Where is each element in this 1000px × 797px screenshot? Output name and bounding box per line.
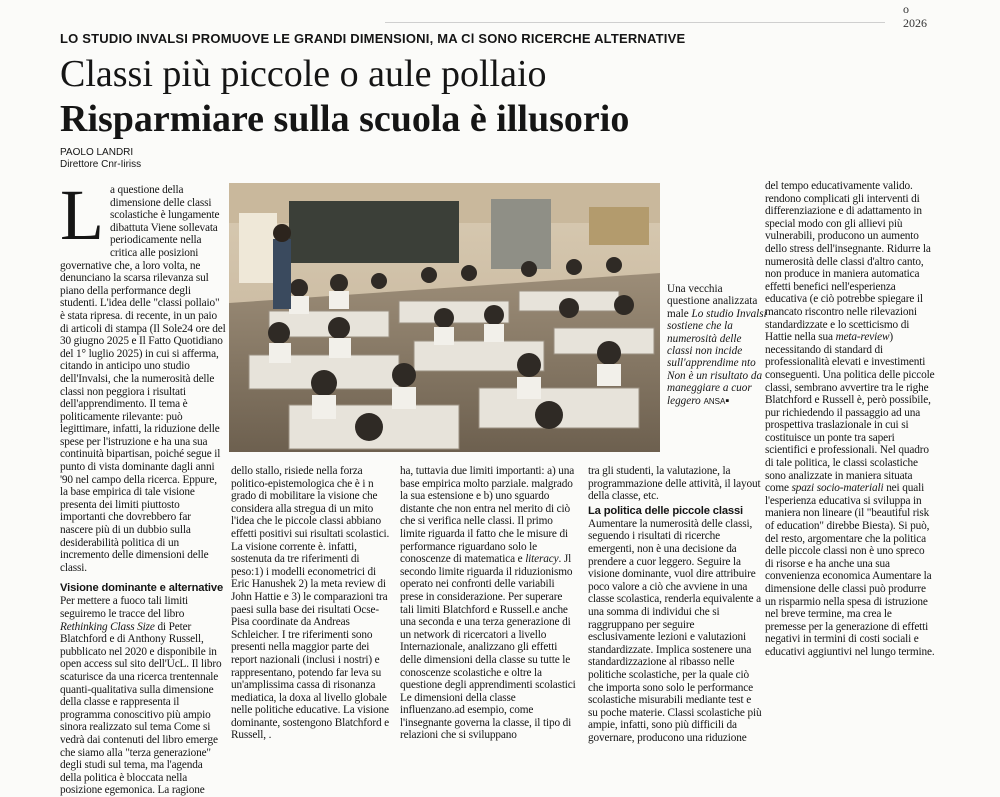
headline-line-2: Risparmiare sulla scuola è illusorio (60, 98, 630, 140)
byline (60, 147, 310, 171)
subheading: Visione dominante e alternative (60, 582, 224, 595)
top-rule (385, 22, 885, 23)
paragraph (400, 465, 576, 742)
drop-cap: L (60, 175, 104, 255)
text: nei quali l'esperienza educativa si sviluppa in maniera non lineare (il "beautiful risk of education" direbbe Biesta). Si può, del resto, argomentare che la politica delle piccole classi non è uno spreco di risorse e ha anche una sua convenienza economica Aumentare la dimensione delle classi può produrre un risparmio nella spesa di istruzione nel breve termine, ma crea le premesse per la generazione di effetti negativi in termini di costi sociali e educativi aggiuntivi nel lungo termine. (765, 482, 935, 658)
article-column-2 (231, 465, 391, 742)
paragraph: Aumentare la numerosità delle classi, seguendo i risultati di ricerche emergenti, non è una decisione da prendere a cuor leggero. Seguire la visione dominante, vuol dire attribuire poco valore a ciò che avviene in una classe scolastica, renderla equivalente a una somma di individui che si raggruppano per seguire esclusivamente lezioni e valutazioni standardizzate. Implica sostenere una standardizzazione al ribasso nelle politiche scolastiche, per la quale ciò che importa sono solo le performance scolastiche misurabili mediante test e su poche materie. Classi scolastiche più ampie, infatti, sono più difficili da governare, producono una riduzione (588, 517, 762, 744)
book-title: Rethinking Class Size (60, 620, 155, 633)
paragraph (765, 180, 935, 659)
text: del tempo educativamente valido. rendono complicati gli interventi di differenziazione e di adattamento in special modo con gli allievi più vulnerabili, producono un aumento dello stress dell'insegnante. Ridurre la numerosità delle classi d'altro canto, non produce in maniera automatica effetti benefici nell'esperienza educativa (e ciò potrebbe spiegare il mancato riscontro nelle rilevazioni standardizzate e lo scetticismo di Hattie nella sua (765, 180, 931, 344)
italic-term: meta-review (835, 331, 890, 344)
text: di Peter Blatchford e di Anthony Russell, pubblicato nel 2020 e disponibile in open access sul sito dell'UcL. Il libro scaturisce da una ricerca trentennale quanti-qualitativa sulla dimensione della classe e rappresenta il programma conoscitivo più ampio sinora realizzato sul tema Come si vedrà dai contenuti del libro emerge che siamo alla "terza generazione" degli studi sul tema, ma l'agenda della politica è bloccata nella posizione egemonica. La ragione (60, 620, 222, 797)
article-column-5 (765, 180, 935, 659)
author-role: Direttore Cnr-Iiriss (60, 159, 142, 170)
paragraph: tra gli studenti, la valutazione, la programmazione delle attività, il layout della classe, etc. (588, 465, 761, 503)
credit-bullet: ▪ (725, 394, 730, 407)
article-column-3 (400, 465, 576, 742)
italic-term: spazi socio-materiali (791, 482, 884, 495)
photo-caption (667, 283, 767, 408)
text: Per mettere a fuoco tali limiti seguiremo le tracce del libro (60, 595, 189, 620)
italic-term: literacy (525, 553, 559, 566)
kicker: LO STUDIO INVALSI PROMUOVE LE GRANDI DIMENSIONI, MA Cl SONO RICERCHE ALTERNATIVE (60, 31, 686, 46)
subheading: La politica delle piccole classi (588, 504, 743, 517)
text: . Jl secondo limite riguarda il riduzionismo operato nei confronti delle variabili prese in considerazione. Per superare tali limiti Blatchford e Russell.e anche una seconda e una terza generazione di un network di ricercatori a livello Internazionale, analizzano gli effetti delle dimensioni della classe su tutte le conoscenze scolastiche e oltre la questione degli apprendimenti scolastici Le dimensioni della classe influenzano.ad esempio, come l'insegnante governa la classe, il tipo di relazioni che si sviluppano (400, 553, 576, 742)
text: ) necessitando di standard di professionalità elevati e investimenti conseguenti. Una politica delle piccole classi, sembrano avvertire tra le righe Blatchford e Russell è, però possibile, pur richiedendo il passaggio ad una prospettiva traslazionale in cui si costituisce un ponte tra saperi scientifici e professionali. Nel quadro di tale politica, le classi scolastiche sono analizzate in maniera situata come (765, 331, 935, 495)
text: a questione della dimensione delle classi scolastiche è lungamente dibattuta Viene sollevata periodicamente nella critica alle posizioni governative che, a loro volta, ne denunciano la scarsa rilevanza sul piano della performance degli studenti. L'idea delle "classi pollaio" è stata ripresa. di recente, in un paio di articoli di stampa (Il Sole24 ore del 30 giugno 2025 e Il Fatto Quotidiano del 1° luglio 2025) in cui si afferma, citando in anticipo uno studio dell'Invalsi, che la numerosità delle classi non peggiora i risultati dell'apprendimento. Il tema è politicamente rilevante: può legittimare, infatti, la riduzione delle spese per l'istruzione e ha una sua continuità bipartisan, poiché segue il punto di vista dominante dagli anni '90 nel campo della ricerca. Eppure, la base empirica di tale visione presenta dei limiti piuttosto importanti che dovrebbero far nascere più di un dubbio sulla desiderabilità politica di un incremento delle dimensioni delle classi. (60, 184, 226, 574)
page-date: o 2026 (903, 2, 927, 30)
article-column-1 (60, 175, 226, 797)
paragraph (60, 175, 226, 574)
caption-text: Lo studio Invalsi sostiene che la numerosità delle classi non incide sull'apprendime nto Non è un risultato da maneggiare a cuor leggero (667, 307, 767, 407)
article-column-4 (588, 465, 763, 744)
author-name: PAOLO LANDRI (60, 147, 134, 158)
text: ha, tuttavia due limiti importanti: a) una base empirica molto parziale. malgrado la sua estensione e b) uno sguardo distante che non entra nel merito di ciò che si verifica nelle classi. Il primo limite riguarda il fatto che le misure di performance riguardano solo le conoscenze di matematica e (400, 465, 575, 566)
classroom-image (229, 183, 660, 452)
classroom-photo (229, 183, 660, 452)
paragraph: dello stallo, risiede nella forza politico-epistemologica che è i n grado di mobilitare la visione che considera alla stregua di un mito l'idea che le piccole classi abbiano effetti positivi sui risultati scolastici. La visione corrente è. infatti, sostenuta da tre riferimenti di peso:1) i modelli econometrici di Eric Hanushek 2) la meta review di John Hattie e 3) le comparazioni tra paesi sulla base dei risultati Ocse-Pisa coordinate da Andreas Schleicher. I tre riferimenti sono presenti nella maggior parte dei report nazionali (inclusi i nostri) e rappresentano, potendo far leva su un'amplissima cassa di risonanza mediatica, la doxa al livello globale nelle politiche educative. La visione dominante, sostengono Blatchford e Russell, . (231, 465, 390, 742)
paragraph (60, 595, 226, 797)
photo-credit: ANSA (703, 396, 726, 406)
caption-lead: Una vecchia questione analizzata male (667, 283, 758, 320)
headline-line-1: Classi più piccole o aule pollaio (60, 53, 547, 95)
